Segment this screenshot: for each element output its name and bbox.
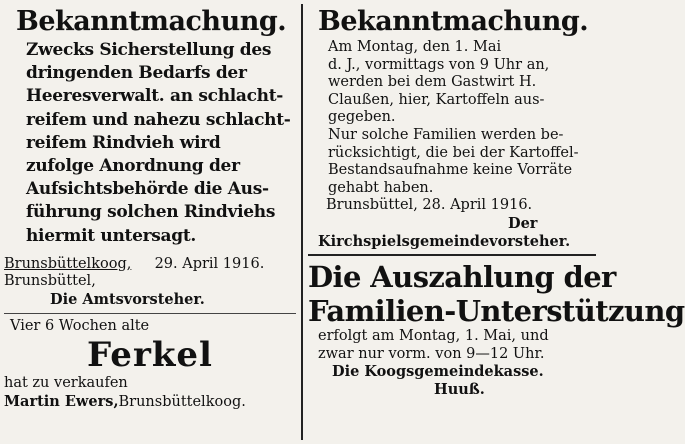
ad-title: Ferkel — [87, 335, 213, 376]
ad-intro: Vier 6 Wochen alte — [10, 317, 150, 334]
right-column — [308, 0, 685, 444]
notice-line: dringenden Bedarfs der — [26, 63, 247, 84]
ad-place: Brunsbüttelkoog. — [118, 393, 246, 410]
kirchspiel-signature: Kirchspielsgemeindevorsteher. — [318, 232, 571, 250]
koogs-signature: Die Koogsgemeindekasse. — [332, 363, 544, 381]
right-dateline: Brunsbüttel, 28. April 1916. — [326, 197, 533, 214]
huuss-signature: Huuß. — [434, 380, 485, 398]
notice-line: hiermit untersagt. — [26, 225, 196, 246]
notice-line: d. J., vormittags von 9 Uhr an, — [328, 56, 550, 73]
payout-title-line1: Die Auszahlung der — [308, 260, 616, 295]
family-notice — [308, 127, 596, 197]
notice-line: Heeresverwalt. an schlacht- — [26, 86, 284, 107]
notice-line: Am Montag, den 1. Mai — [328, 39, 502, 55]
ad-name: Martin Ewers, — [4, 392, 119, 410]
column-divider — [301, 4, 303, 440]
left-dateline — [4, 256, 296, 274]
cattle-notice — [4, 39, 296, 248]
left-heading: Bekanntmachung. — [16, 6, 287, 37]
der-text: Der — [508, 214, 538, 232]
separator — [4, 313, 296, 314]
notice-line: rücksichtigt, die bei der Kartoffel- — [328, 144, 579, 161]
notice-line: erfolgt am Montag, 1. Mai, und — [318, 328, 549, 345]
payout-title-line2: Familien-Unterstützung — [308, 294, 685, 329]
notice-line: Zwecks Sicherstellung des — [26, 40, 272, 60]
notice-line: Bestandsaufnahme keine Vorräte — [328, 162, 573, 179]
ad-signature — [4, 393, 296, 412]
notice-line: gegeben. — [328, 109, 396, 126]
notice-line: gehabt haben. — [328, 179, 434, 196]
potato-notice — [308, 39, 596, 127]
notice-line: reifem und nahezu schlacht- — [26, 109, 291, 130]
notice-line: Aufsichtsbehörde die Aus- — [26, 179, 269, 200]
notice-line: Claußen, hier, Kartoffeln aus- — [328, 91, 545, 108]
date-text: 29. April 1916. — [154, 255, 265, 272]
separator — [308, 254, 596, 256]
notice-line: reifem Rindvieh wird — [26, 132, 221, 153]
place2-text: Brunsbüttel, — [4, 273, 96, 290]
place-text: Brunsbüttelkoog, — [4, 255, 132, 272]
notice-line: zwar nur vorm. von 9—12 Uhr. — [318, 345, 545, 362]
notice-line: Nur solche Familien werden be- — [328, 126, 564, 143]
notice-line: zufolge Anordnung der — [26, 156, 240, 177]
left-column — [4, 0, 296, 444]
amtsvorsteher-signature: Die Amtsvorsteher. — [50, 291, 205, 309]
payout-notice — [308, 328, 596, 363]
notice-line: werden bei dem Gastwirt H. — [328, 74, 537, 91]
ad-line: hat zu verkaufen — [4, 375, 128, 392]
right-heading: Bekanntmachung. — [318, 6, 589, 37]
notice-line: führung solchen Rindviehs — [26, 202, 276, 223]
